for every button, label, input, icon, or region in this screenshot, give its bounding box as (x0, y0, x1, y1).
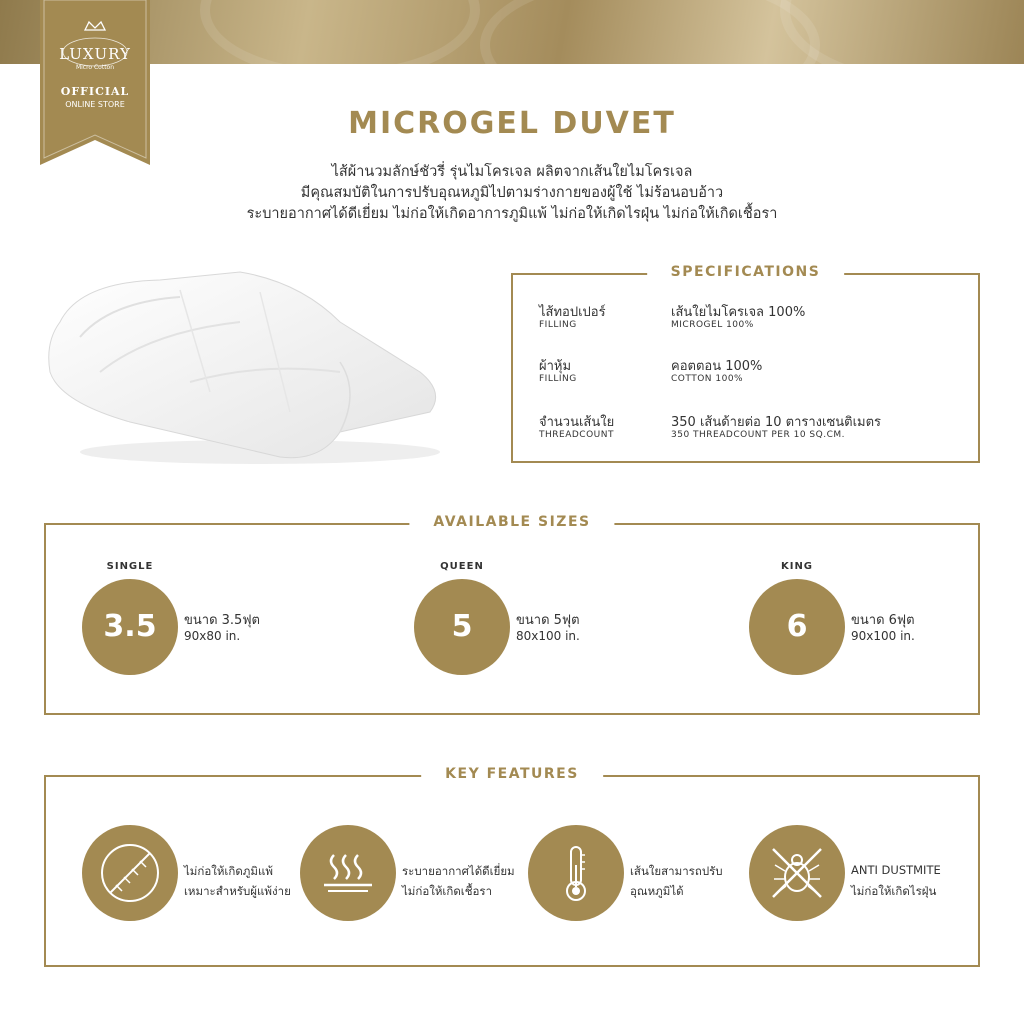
feature-line-2: เหมาะสำหรับผู้แพ้ง่าย (184, 884, 291, 898)
description-line: ระบายอากาศได้ดีเยี่ยม ไม่ก่อให้เกิดอาการภูมิแพ้ ไม่ก่อให้เกิดไรฝุ่น ไม่ก่อให้เกิดเชื้อรา (246, 206, 778, 222)
spec-value-en: COTTON 100% (671, 374, 744, 384)
size-option-queen (414, 561, 654, 671)
spec-label-en: FILLING (539, 320, 577, 330)
description-line: ไส้ผ้านวมลักษ์ชัวรี่ รุ่นไมโครเจล ผลิตจากเส้นใยไมโครเจล (331, 164, 693, 180)
size-dimensions: 90x100 in. (851, 629, 915, 643)
no-allergy-icon (82, 825, 178, 921)
size-label: KING (780, 561, 814, 572)
size-option-single (82, 561, 322, 671)
brand-official: OFFICIAL (60, 85, 130, 98)
size-description: ขนาด 6ฟุต (851, 613, 915, 628)
size-option-king (749, 561, 989, 671)
feature-no-allergy (82, 825, 312, 925)
top-banner (0, 0, 1024, 64)
size-description: ขนาด 5ฟุต (516, 613, 580, 628)
spec-label-en: THREADCOUNT (539, 430, 614, 440)
spec-label-en: FILLING (539, 374, 577, 384)
sizes-heading: AVAILABLE SIZES (409, 514, 614, 530)
feature-line-1: ระบายอากาศได้ดีเยี่ยม (402, 864, 515, 878)
size-label: QUEEN (440, 561, 484, 572)
spec-value-th: เส้นใยไมโครเจล 100% (671, 305, 806, 320)
feature-line-2: อุณหภูมิได้ (630, 884, 684, 898)
available-sizes-box (44, 514, 980, 715)
feature-line-1: ไม่ก่อให้เกิดภูมิแพ้ (184, 864, 273, 878)
feature-anti-dustmite (749, 825, 979, 925)
size-label: SINGLE (106, 561, 154, 572)
spec-label-th: ผ้าหุ้ม (539, 359, 572, 374)
anti-dustmite-icon (749, 825, 845, 921)
thermometer-icon (528, 825, 624, 921)
size-dimensions: 80x100 in. (516, 629, 580, 643)
key-features-box (44, 766, 980, 967)
specifications-heading: SPECIFICATIONS (647, 264, 845, 280)
spec-label-th: ไส้ทอปเปอร์ (539, 305, 606, 320)
spec-value-th: คอตตอน 100% (671, 359, 763, 374)
specifications-box (511, 264, 980, 463)
brand-logo-text: LUXURY (59, 45, 131, 63)
size-dimensions: 90x80 in. (184, 629, 241, 643)
page-title: MICROGEL DUVET (348, 106, 676, 141)
size-value-circle: 3.5 (82, 579, 178, 675)
brand-logo-sub: Micro Cotton (75, 64, 115, 71)
breathable-icon (300, 825, 396, 921)
size-value-circle: 6 (749, 579, 845, 675)
feature-temperature (528, 825, 758, 925)
description-line: มีคุณสมบัติในการปรับอุณหภูมิไปตามร่างกายของผู้ใช้ ไม่ร้อนอบอ้าว (300, 185, 724, 201)
spec-value-th: 350 เส้นด้ายต่อ 10 ตารางเซนติเมตร (671, 415, 882, 430)
spec-value-en: MICROGEL 100% (671, 320, 754, 330)
size-description: ขนาด 3.5ฟุต (184, 613, 260, 628)
size-value-circle: 5 (414, 579, 510, 675)
feature-line-2: ไม่ก่อให้เกิดเชื้อรา (402, 884, 493, 898)
product-description (0, 162, 1024, 225)
spec-value-en: 350 THREADCOUNT PER 10 SQ.CM. (671, 430, 845, 440)
brand-store: ONLINE STORE (65, 100, 125, 109)
features-heading: KEY FEATURES (421, 766, 603, 782)
spec-label-th: จำนวนเส้นใย (539, 415, 615, 430)
duvet-image (40, 262, 450, 472)
feature-line-1: ANTI DUSTMITE (851, 863, 941, 877)
feature-line-2: ไม่ก่อให้เกิดไรฝุ่น (851, 884, 937, 898)
feature-line-1: เส้นใยสามารถปรับ (630, 864, 723, 878)
feature-breathable (300, 825, 530, 925)
